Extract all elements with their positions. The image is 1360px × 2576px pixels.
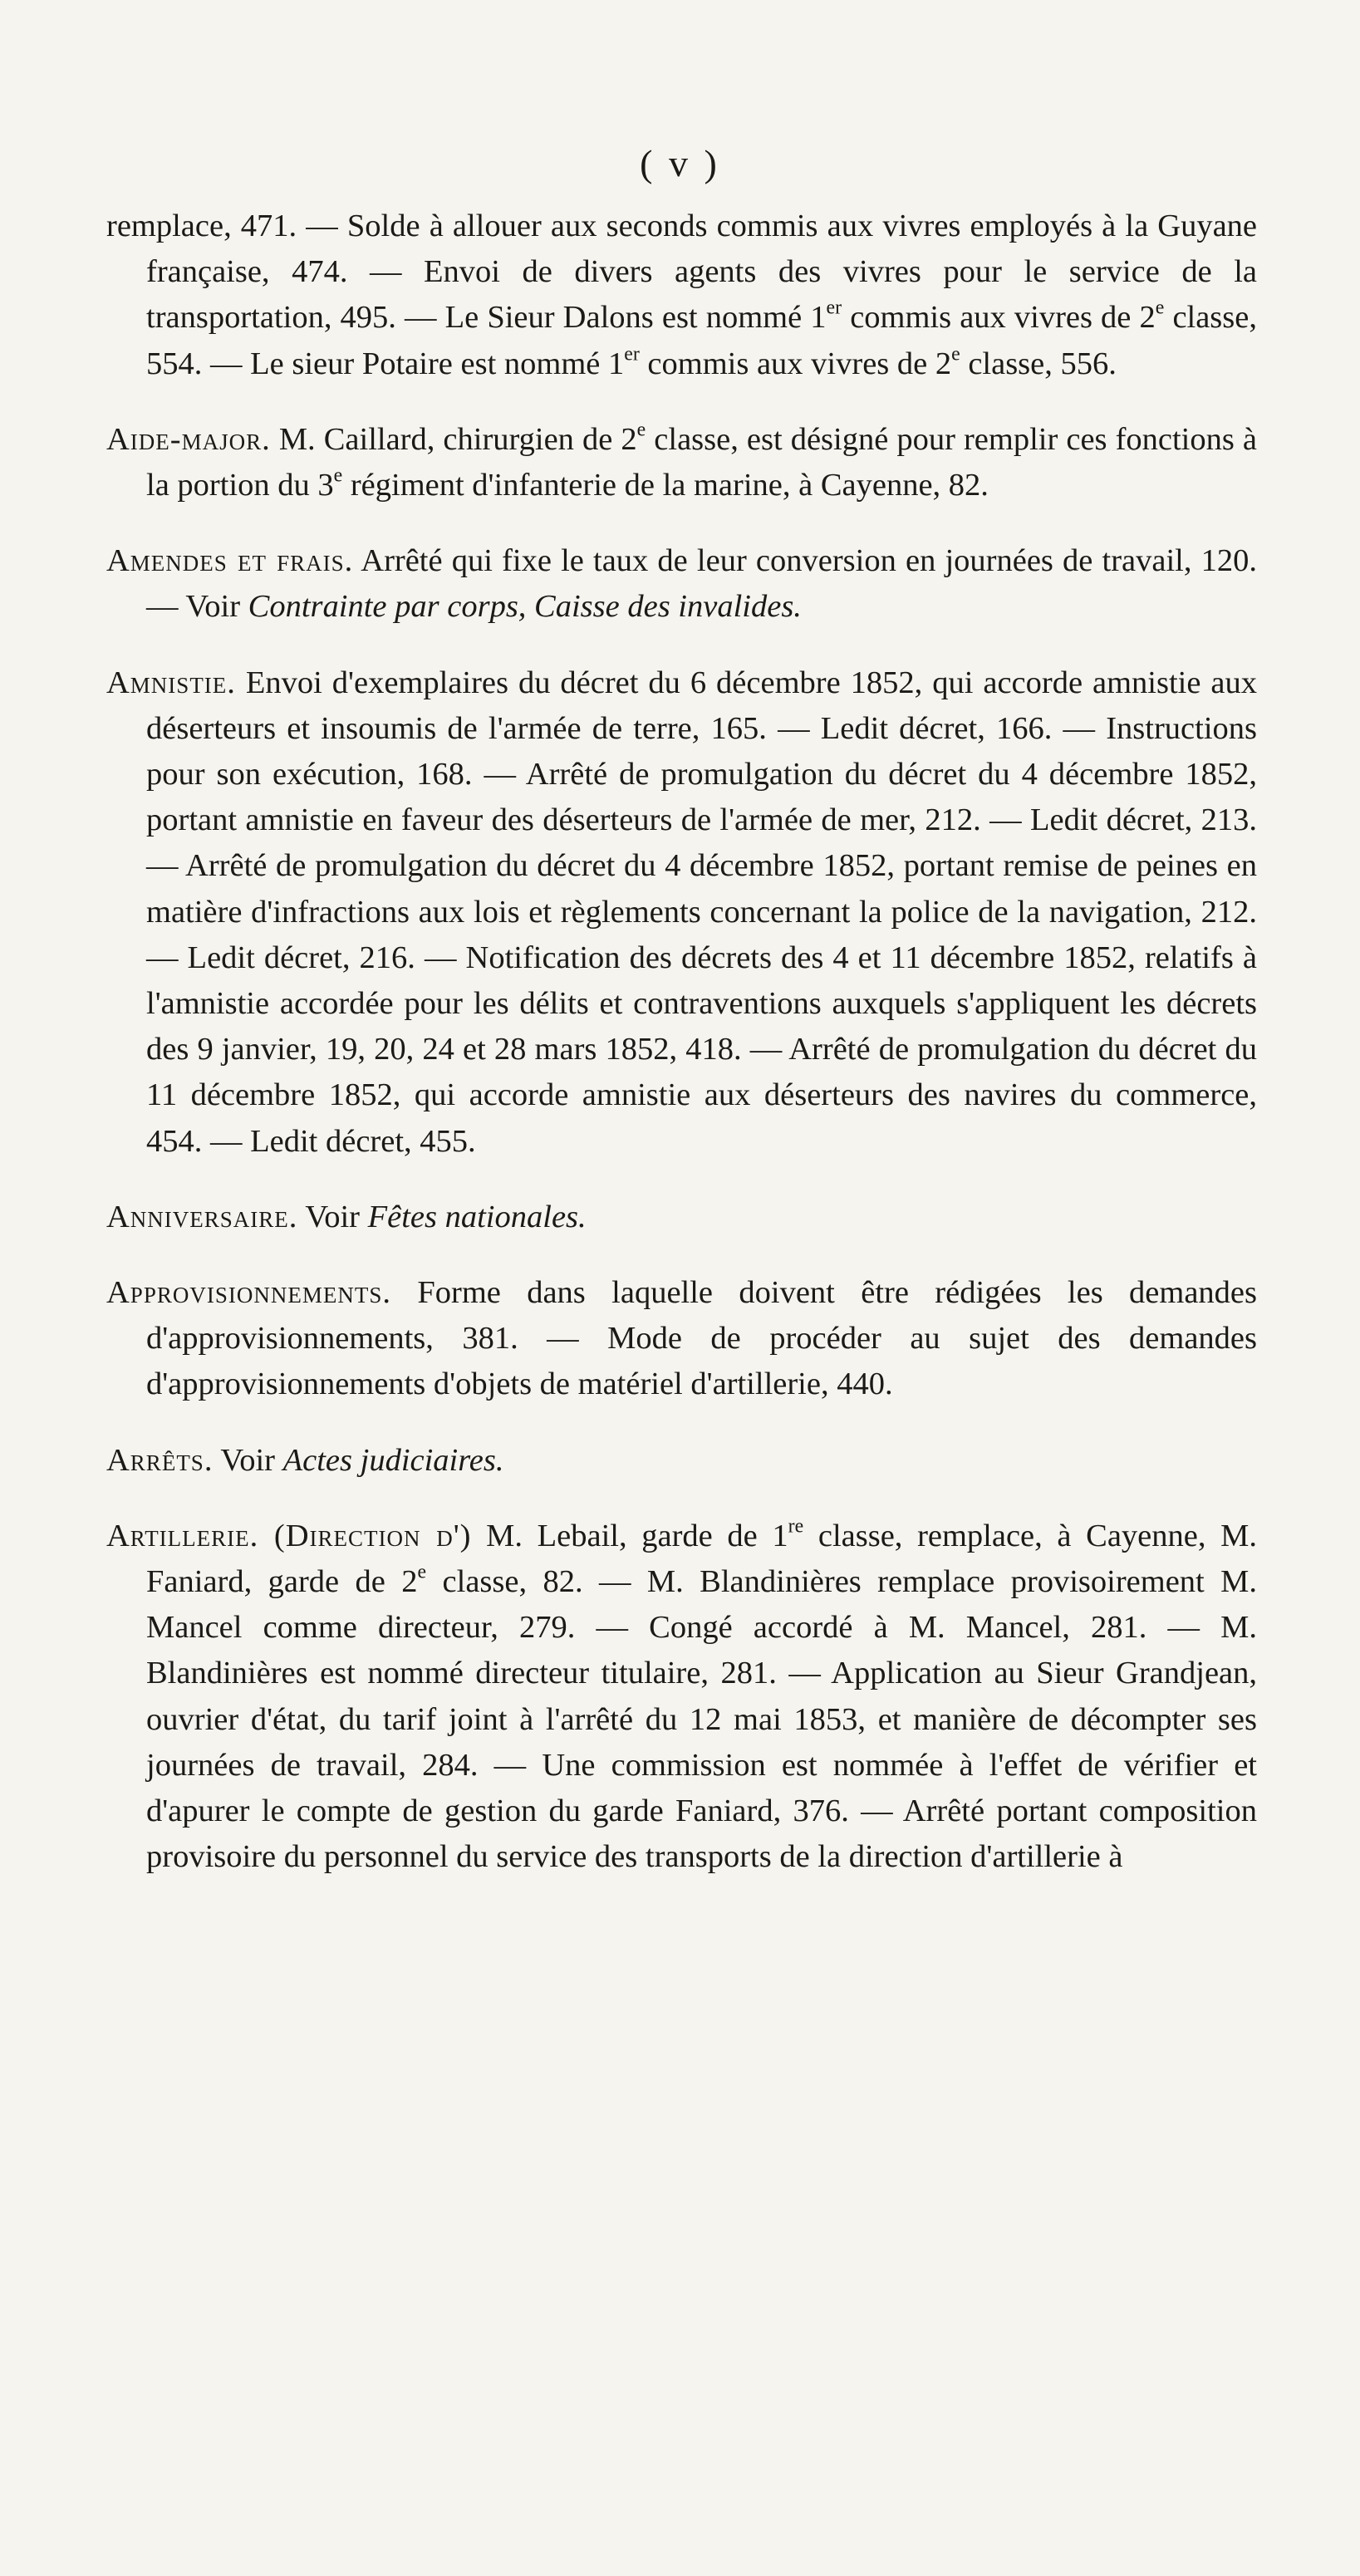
ordinal-superscript: er: [826, 297, 842, 319]
entry-text: classe, 554. — Le sieur Potaire est nommé 1: [146, 300, 1257, 381]
ordinal-superscript: e: [636, 419, 646, 441]
entry-text: commis aux vivres de 2: [639, 346, 952, 381]
index-entry-arrets: [106, 1438, 1257, 1484]
entry-text: Forme dans laquelle doivent être rédigées les demandes d'approvisionnements, 381. — Mode de procéder au sujet des demandes d'approvisionnements d'objets de matériel d'artillerie, 440.: [146, 1275, 1257, 1402]
entry-text: M. Caillard, chirurgien de 2: [270, 421, 637, 457]
cross-reference: Contrainte par corps, Caisse des invalides.: [248, 589, 802, 625]
entry-heading: Amnistie.: [106, 665, 236, 700]
index-entry-artillerie: [106, 1514, 1257, 1881]
entry-heading: Amendes et frais.: [106, 543, 354, 579]
ordinal-superscript: er: [624, 342, 640, 365]
entry-text: Arrêté qui fixe le taux de leur conversion en journées de travail, 120. — Voir: [146, 543, 1258, 625]
index-entry-approvisionnements: [106, 1270, 1257, 1408]
entry-heading: Artillerie. (Direction d'): [106, 1518, 472, 1553]
index-entry-amnistie: [106, 660, 1257, 1165]
index-entries: [106, 204, 1257, 1911]
index-entry-amendes-et-frais: [106, 538, 1257, 630]
index-entry-anniversaire: [106, 1195, 1257, 1240]
entry-heading: Anniversaire.: [106, 1199, 298, 1234]
entry-heading: Arrêts.: [106, 1442, 214, 1478]
entry-text: classe, 556.: [960, 346, 1117, 381]
ordinal-superscript: e: [333, 464, 343, 487]
entry-text: classe, est désigné pour remplir ces fonctions à la portion du 3: [146, 421, 1257, 503]
ordinal-superscript: re: [788, 1515, 804, 1538]
entry-text: Voir: [213, 1442, 283, 1478]
ordinal-superscript: e: [951, 342, 960, 365]
index-entry-aide-major: [106, 417, 1257, 508]
ordinal-superscript: e: [1155, 297, 1165, 319]
cross-reference: Actes judiciaires.: [282, 1442, 504, 1478]
entry-text: régiment d'infanterie de la marine, à Cayenne, 82.: [342, 468, 989, 503]
entry-text: M. Lebail, garde de 1: [471, 1518, 788, 1553]
ordinal-superscript: e: [417, 1561, 427, 1583]
entry-text: Envoi d'exemplaires du décret du 6 décembre 1852, qui accorde amnistie aux déserteurs et insoumis de l'armée de terre, 165. — Ledit décret, 166. — Instructions pour son exécution, 168. — Arrêté de promulgation du décret du 4 décembre 1852, portant amnistie en faveur des déserteurs de l'armée de mer, 212. — Ledit décret, 213. — Arrêté de promulgation du décret du 4 décembre 1852, portant remise de peines en matière d'infractions aux lois et règlements concernant la police de la navigation, 212. — Ledit décret, 216. — Notification des décrets des 4 et 11 décembre 1852, relatifs à l'amnistie accordée pour les délits et contraventions auxquels s'appliquent les décrets des 9 janvier, 19, 20, 24 et 28 mars 1852, 418. — Arrêté de promulgation du décret du 11 décembre 1852, qui accorde amnistie aux déserteurs des navires du commerce, 454. — Ledit décret, 455.: [146, 665, 1257, 1159]
entry-text: classe, remplace, à Cayenne, M. Faniard, garde de 2: [146, 1518, 1257, 1600]
entry-heading: Approvisionnements.: [106, 1275, 391, 1311]
index-entry-continuation: [106, 204, 1257, 387]
entry-text: Voir: [297, 1199, 368, 1234]
entry-text: classe, 82. — M. Blandinières remplace provisoirement M. Mancel comme directeur, 279. — Congé accordé à M. Mancel, 281. — M. Blandinières est nommé directeur titulaire, 281. — Application au Sieur Grandjean, ouvrier d'état, du tarif joint à l'arrêté du 12 mai 1853, et manière de décompter ses journées de travail, 284. — Une commission est nommée à l'effet de vérifier et d'apurer le compte de gestion du garde Faniard, 376. — Arrêté portant composition provisoire du personnel du service des transports de la direction d'artillerie à: [146, 1564, 1257, 1875]
page-number: ( v ): [640, 142, 720, 184]
entry-text: remplace, 471. — Solde à allouer aux seconds commis aux vivres employés à la Guyane française, 474. — Envoi de divers agents des vivres pour le service de la transportation, 495. — Le Sieur Dalons est nommé 1: [106, 209, 1257, 336]
entry-text: commis aux vivres de 2: [842, 300, 1156, 336]
entry-heading: Aide-major.: [106, 421, 271, 457]
cross-reference: Fêtes nationales.: [367, 1199, 587, 1234]
